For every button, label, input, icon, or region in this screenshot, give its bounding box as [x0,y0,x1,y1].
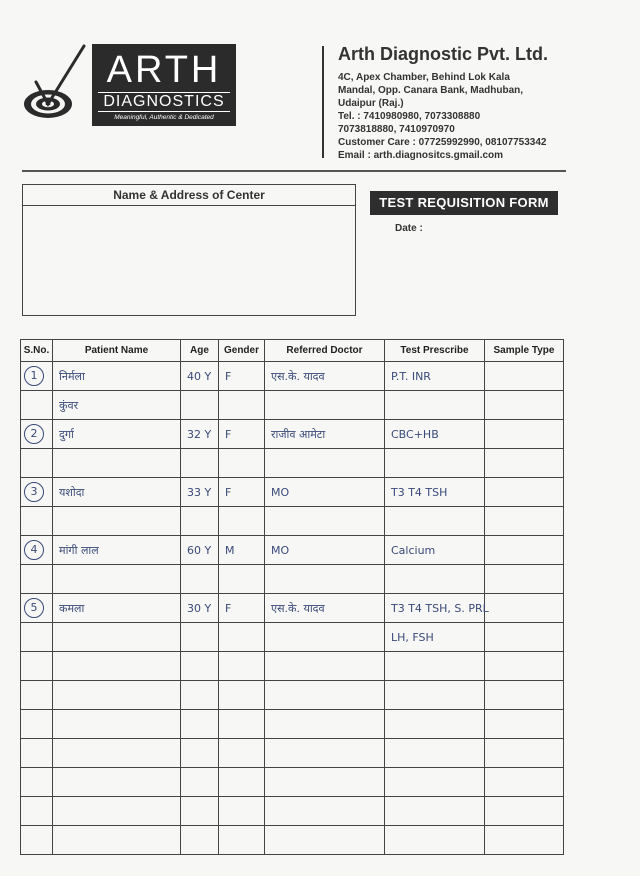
cell-patient-name[interactable] [53,449,181,478]
handwritten-entry [219,631,225,644]
cell-referred-doctor[interactable] [265,739,385,768]
cell-age[interactable] [181,652,219,681]
handwritten-entry [265,747,271,760]
serial-number-circle: 3 [24,482,44,502]
cell-gender[interactable] [219,652,265,681]
cell-age[interactable] [181,391,219,420]
cell-referred-doctor[interactable] [265,362,385,391]
handwritten-entry [385,718,391,731]
cell-test-prescribe[interactable] [385,623,485,652]
handwritten-entry [485,776,491,789]
handwritten-entry [485,631,491,644]
header-divider [322,46,324,158]
cell-referred-doctor[interactable] [265,565,385,594]
handwritten-entry [219,515,225,528]
company-address [338,71,628,162]
table-row [21,536,564,565]
handwritten-entry [485,457,491,470]
address-line: 4C, Apex Chamber, Behind Lok Kala [338,72,510,83]
handwritten-entry [265,515,271,528]
cell-referred-doctor[interactable] [265,652,385,681]
cell-patient-name[interactable] [53,391,181,420]
serial-number-circle: 4 [24,540,44,560]
cell-referred-doctor[interactable] [265,623,385,652]
handwritten-entry: MO [271,543,290,557]
handwritten-entry [265,776,271,789]
handwritten-entry: 33 Y [187,485,212,499]
handwritten-entry: T3 T4 TSH, S. PRL [391,601,489,615]
cell-sample-type[interactable] [485,565,564,594]
handwritten-entry [181,689,187,702]
cell-sample-type[interactable] [485,478,564,507]
cell-gender[interactable] [219,391,265,420]
col-header-age: Age [181,340,219,362]
handwritten-entry [485,544,491,557]
cell-sample-type[interactable] [485,739,564,768]
address-line: Udaipur (Raj.) [338,98,404,109]
table-row [21,420,564,449]
cell-referred-doctor[interactable] [265,478,385,507]
cell-patient-name[interactable] [53,797,181,826]
table-row [21,681,564,710]
handwritten-entry: CBC+HB [391,427,439,441]
company-info [338,44,628,162]
phone-line: 7073818880, 7410970970 [338,124,455,135]
handwritten-entry: कुंवर [59,398,79,412]
handwritten-entry: एस.के. यादव [271,601,325,615]
table-row [21,507,564,536]
handwritten-entry [385,805,391,818]
table-row [21,652,564,681]
cell-test-prescribe[interactable] [385,391,485,420]
date-label: Date : [395,223,423,234]
handwritten-entry [485,689,491,702]
serial-number-circle: 1 [24,366,44,386]
cell-age[interactable] [181,826,219,855]
handwritten-entry [385,660,391,673]
handwritten-entry: M [225,543,235,557]
cell-sno[interactable] [21,594,53,623]
handwritten-entry [265,631,271,644]
email-line: Email : arth.diagnositcs.gmail.com [338,150,504,161]
cell-gender[interactable] [219,826,265,855]
handwritten-entry [265,689,271,702]
cell-referred-doctor[interactable] [265,594,385,623]
handwritten-entry [265,399,271,412]
cell-sample-type[interactable] [485,768,564,797]
handwritten-entry: 30 Y [187,601,212,615]
handwritten-entry [385,834,391,847]
handwritten-entry [53,660,59,673]
cell-test-prescribe[interactable] [385,507,485,536]
handwritten-entry [385,776,391,789]
cell-gender[interactable] [219,507,265,536]
handwritten-entry: Calcium [391,543,436,557]
cell-referred-doctor[interactable] [265,681,385,710]
table-row [21,391,564,420]
cell-test-prescribe[interactable] [385,681,485,710]
cell-sample-type[interactable] [485,652,564,681]
cell-age[interactable] [181,478,219,507]
cell-patient-name[interactable] [53,710,181,739]
col-header-patient-name: Patient Name [53,340,181,362]
handwritten-entry [53,718,59,731]
table-header-row [21,340,564,362]
cell-sno[interactable] [21,826,53,855]
handwritten-entry: F [225,485,232,499]
cell-sno[interactable] [21,565,53,594]
cell-sample-type[interactable] [485,536,564,565]
logo-tagline: Meaningful, Authentic & Dedicated [114,114,214,121]
handwritten-entry [265,805,271,818]
handwritten-entry [181,515,187,528]
handwritten-entry [485,486,491,499]
cell-gender[interactable] [219,536,265,565]
handwritten-entry: F [225,601,232,615]
cell-referred-doctor[interactable] [265,420,385,449]
table-row [21,623,564,652]
cell-gender[interactable] [219,710,265,739]
handwritten-entry: कमला [59,601,85,615]
handwritten-entry [219,399,225,412]
cell-sno[interactable] [21,652,53,681]
cell-referred-doctor[interactable] [265,449,385,478]
cell-referred-doctor[interactable] [265,710,385,739]
cell-age[interactable] [181,507,219,536]
cell-sample-type[interactable] [485,594,564,623]
handwritten-entry [265,457,271,470]
cell-patient-name[interactable] [53,768,181,797]
col-header-test-prescribe: Test Prescribe [385,340,485,362]
handwritten-entry [485,399,491,412]
company-name: Arth Diagnostic Pvt. Ltd. [338,44,549,64]
cell-sample-type[interactable] [485,507,564,536]
handwritten-entry [485,805,491,818]
table-row [21,478,564,507]
cell-sno[interactable] [21,768,53,797]
handwritten-entry [181,457,187,470]
cell-referred-doctor[interactable] [265,797,385,826]
cell-gender[interactable] [219,681,265,710]
cell-sample-type[interactable] [485,449,564,478]
handwritten-entry [53,834,59,847]
cell-patient-name[interactable] [53,420,181,449]
handwritten-entry [181,776,187,789]
cell-age[interactable] [181,710,219,739]
cell-gender[interactable] [219,594,265,623]
cell-age[interactable] [181,565,219,594]
handwritten-entry: P.T. INR [391,369,431,383]
handwritten-entry [53,689,59,702]
cell-age[interactable] [181,420,219,449]
handwritten-entry [265,834,271,847]
handwritten-entry [181,399,187,412]
cell-sample-type[interactable] [485,623,564,652]
serial-number-circle: 5 [24,598,44,618]
handwritten-entry [181,573,187,586]
col-header-sno: S.No. [21,340,53,362]
cell-sno[interactable] [21,362,53,391]
cell-sample-type[interactable] [485,420,564,449]
phone-line: Tel. : 7410980980, 7073308880 [338,111,481,122]
brand-logo [92,44,236,126]
cell-sno[interactable] [21,739,53,768]
cell-gender[interactable] [219,420,265,449]
col-header-sample-type: Sample Type [485,340,564,362]
handwritten-entry: T3 T4 TSH [391,485,448,499]
handwritten-entry [485,660,491,673]
requisition-table [20,339,564,855]
handwritten-entry [385,747,391,760]
table-row [21,362,564,391]
header-rule [22,170,566,172]
handwritten-entry: एस.के. यादव [271,369,325,383]
serial-number-circle: 2 [24,424,44,444]
cell-sno[interactable] [21,449,53,478]
cell-gender[interactable] [219,565,265,594]
cell-test-prescribe[interactable] [385,420,485,449]
cell-test-prescribe[interactable] [385,710,485,739]
handwritten-entry: 40 Y [187,369,212,383]
handwritten-entry: LH, FSH [391,630,434,644]
cell-test-prescribe[interactable] [385,797,485,826]
cell-patient-name[interactable] [53,565,181,594]
handwritten-entry [219,834,225,847]
cell-age[interactable] [181,362,219,391]
cell-sno[interactable] [21,797,53,826]
cell-sample-type[interactable] [485,391,564,420]
handwritten-entry: F [225,369,232,383]
cell-sample-type[interactable] [485,797,564,826]
cell-patient-name[interactable] [53,681,181,710]
cell-sno[interactable] [21,507,53,536]
cell-gender[interactable] [219,768,265,797]
handwritten-entry [53,457,59,470]
handwritten-entry: राजीव आमेटा [271,427,326,441]
cell-age[interactable] [181,536,219,565]
cell-test-prescribe[interactable] [385,565,485,594]
col-header-referred-doctor: Referred Doctor [265,340,385,362]
cell-gender[interactable] [219,739,265,768]
handwritten-entry: निर्मला [59,369,85,383]
handwritten-entry: 32 Y [187,427,212,441]
handwritten-entry [219,805,225,818]
handwritten-entry [485,428,491,441]
cell-referred-doctor[interactable] [265,768,385,797]
table-row [21,826,564,855]
cell-sno[interactable] [21,478,53,507]
cell-patient-name[interactable] [53,507,181,536]
target-check-icon [22,42,88,128]
handwritten-entry [181,660,187,673]
cell-sample-type[interactable] [485,362,564,391]
cell-patient-name[interactable] [53,826,181,855]
cell-gender[interactable] [219,623,265,652]
logo-subtitle: DIAGNOSTICS [98,92,230,112]
handwritten-entry [485,370,491,383]
table-row [21,449,564,478]
cell-age[interactable] [181,449,219,478]
cell-sample-type[interactable] [485,681,564,710]
address-line: Mandal, Opp. Canara Bank, Madhuban, [338,85,524,96]
handwritten-entry [181,631,187,644]
handwritten-entry [485,573,491,586]
table-row [21,797,564,826]
handwritten-entry [181,834,187,847]
cell-sample-type[interactable] [485,826,564,855]
handwritten-entry [219,689,225,702]
handwritten-entry [385,399,391,412]
handwritten-entry [265,660,271,673]
table-row [21,594,564,623]
cell-age[interactable] [181,681,219,710]
table-row [21,565,564,594]
handwritten-entry [181,747,187,760]
cell-sno[interactable] [21,536,53,565]
handwritten-entry: MO [271,485,290,499]
handwritten-entry: F [225,427,232,441]
handwritten-entry [485,747,491,760]
handwritten-entry: दुर्गा [59,427,74,441]
cell-sno[interactable] [21,623,53,652]
cell-gender[interactable] [219,797,265,826]
handwritten-entry [219,457,225,470]
handwritten-entry [53,747,59,760]
cell-patient-name[interactable] [53,739,181,768]
handwritten-entry [219,718,225,731]
cell-age[interactable] [181,768,219,797]
cell-sample-type[interactable] [485,710,564,739]
cell-age[interactable] [181,594,219,623]
cell-test-prescribe[interactable] [385,449,485,478]
handwritten-entry [219,776,225,789]
table-row [21,739,564,768]
cell-referred-doctor[interactable] [265,391,385,420]
cell-test-prescribe[interactable] [385,594,489,623]
cell-referred-doctor[interactable] [265,826,385,855]
col-header-gender: Gender [219,340,265,362]
handwritten-entry [219,660,225,673]
center-address-box[interactable] [22,184,356,316]
cell-referred-doctor[interactable] [265,507,385,536]
cell-patient-name[interactable] [53,536,181,565]
cell-sno[interactable] [21,710,53,739]
handwritten-entry [181,805,187,818]
handwritten-entry [53,805,59,818]
handwritten-entry [385,457,391,470]
handwritten-entry [385,515,391,528]
form-title: TEST REQUISITION FORM [370,191,558,215]
cell-gender[interactable] [219,449,265,478]
handwritten-entry [265,573,271,586]
table-row [21,710,564,739]
cell-test-prescribe[interactable] [385,478,485,507]
handwritten-entry [385,573,391,586]
cell-age[interactable] [181,797,219,826]
cell-age[interactable] [181,739,219,768]
handwritten-entry: मांगी लाल [59,543,99,557]
cell-test-prescribe[interactable] [385,739,485,768]
handwritten-entry [485,718,491,731]
handwritten-entry [53,776,59,789]
table-row [21,768,564,797]
handwritten-entry [219,747,225,760]
handwritten-entry [181,718,187,731]
cell-sno[interactable] [21,420,53,449]
cell-test-prescribe[interactable] [385,768,485,797]
cell-referred-doctor[interactable] [265,536,385,565]
cell-patient-name[interactable] [53,623,181,652]
center-box-title: Name & Address of Center [23,185,355,206]
cell-gender[interactable] [219,478,265,507]
handwritten-entry [385,689,391,702]
cell-patient-name[interactable] [53,652,181,681]
cell-test-prescribe[interactable] [385,652,485,681]
handwritten-entry: 60 Y [187,543,212,557]
customer-care-line: Customer Care : 07725992990, 08107753342 [338,137,547,148]
cell-test-prescribe[interactable] [385,362,485,391]
handwritten-entry [219,573,225,586]
cell-age[interactable] [181,623,219,652]
handwritten-entry [53,515,59,528]
logo-wordmark: ARTH [106,49,222,91]
cell-sno[interactable] [21,681,53,710]
handwritten-entry [53,573,59,586]
cell-patient-name[interactable] [53,594,181,623]
cell-test-prescribe[interactable] [385,826,485,855]
cell-patient-name[interactable] [53,478,181,507]
handwritten-entry: यशोदा [59,485,85,499]
cell-gender[interactable] [219,362,265,391]
handwritten-entry [485,602,491,615]
handwritten-entry [485,834,491,847]
cell-sno[interactable] [21,391,53,420]
handwritten-entry [53,631,59,644]
handwritten-entry [485,515,491,528]
cell-test-prescribe[interactable] [385,536,485,565]
cell-patient-name[interactable] [53,362,181,391]
handwritten-entry [265,718,271,731]
